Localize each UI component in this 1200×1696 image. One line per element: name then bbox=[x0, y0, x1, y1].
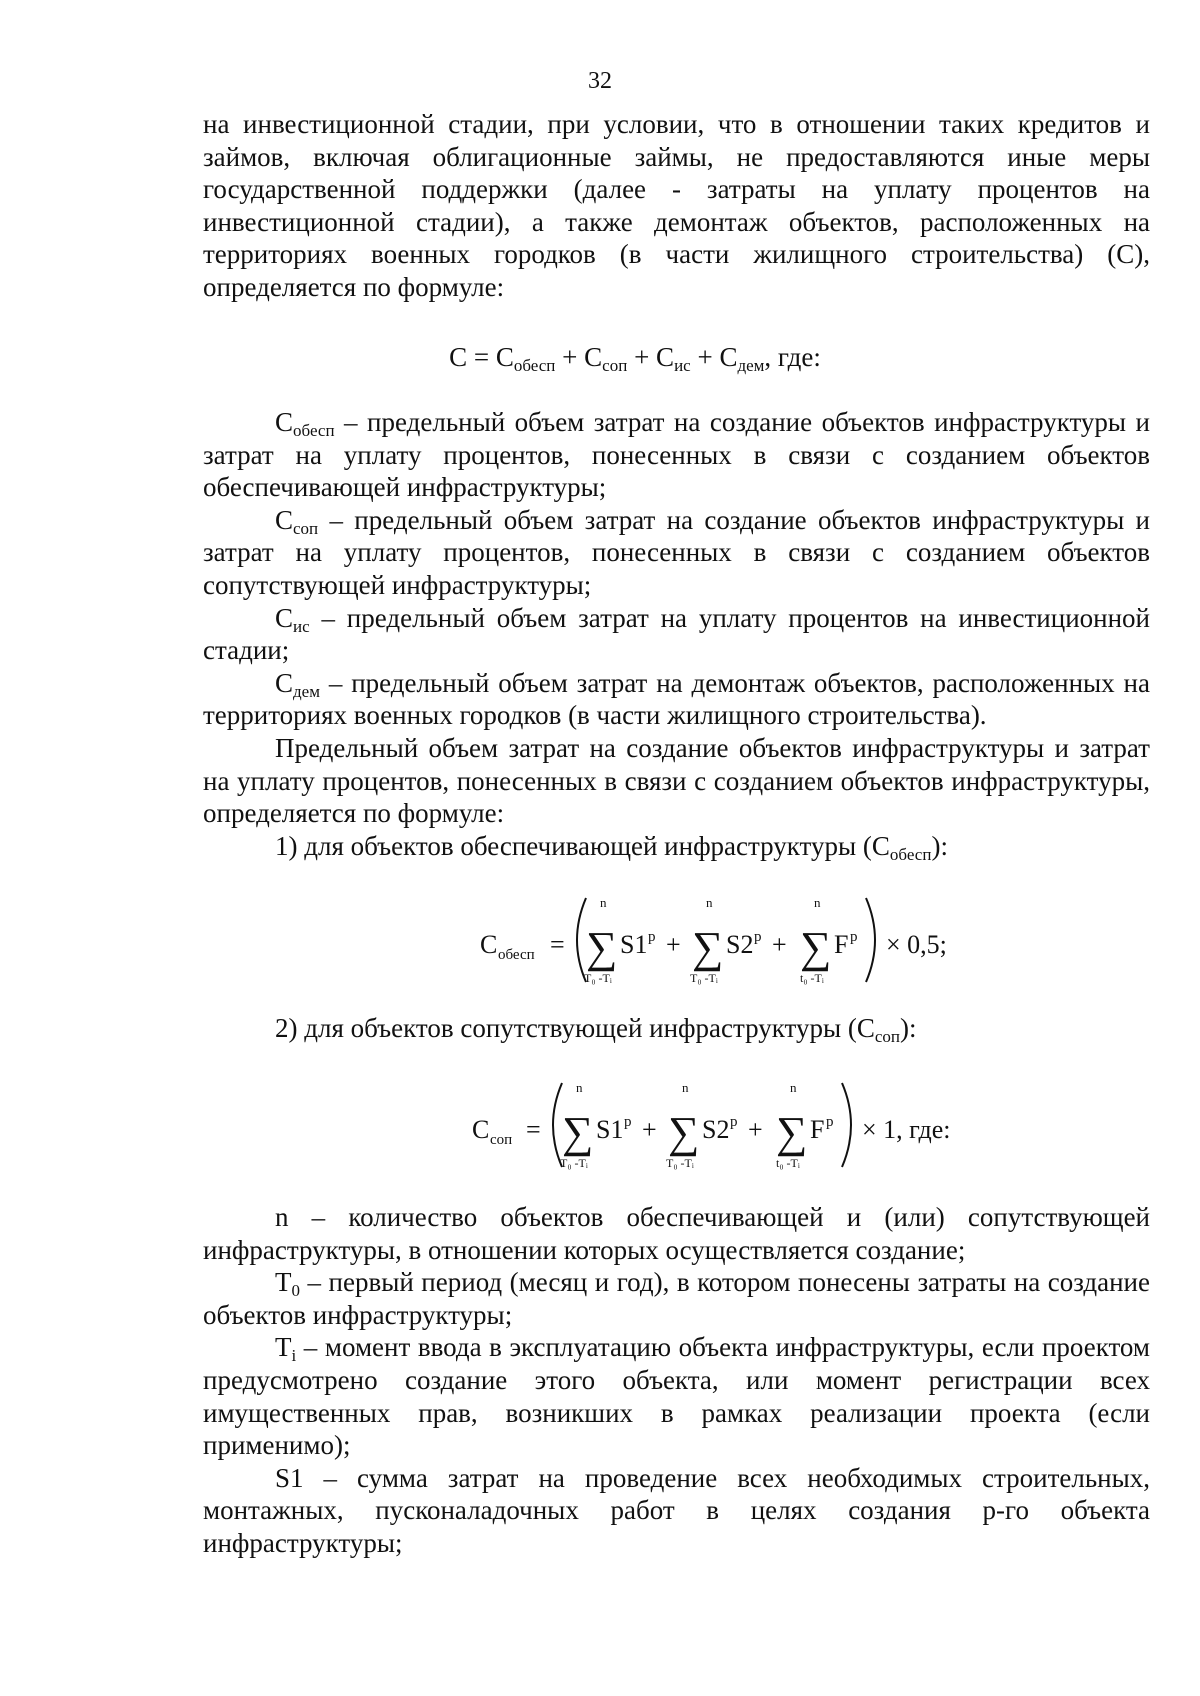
formula-sop-mult: × 1, где: bbox=[862, 1115, 951, 1144]
sum-bottom: t₀ -Tᵢ bbox=[776, 1156, 800, 1170]
formula-sop-lhs-sub: соп bbox=[490, 1132, 513, 1148]
sum-top: n bbox=[600, 895, 607, 910]
term-body: S2 bbox=[702, 1115, 730, 1144]
term-body: S1 bbox=[620, 930, 648, 959]
page-number: 32 bbox=[588, 68, 612, 94]
formula-obesp-lhs: С bbox=[480, 930, 498, 959]
formula-total-sub: дем bbox=[737, 356, 765, 375]
plus: + bbox=[772, 930, 787, 959]
sum-bottom: T₀ -Tᵢ bbox=[560, 1156, 588, 1170]
term-sup: p bbox=[624, 1114, 632, 1130]
sum-top: n bbox=[814, 895, 821, 910]
right-paren-icon bbox=[866, 898, 875, 982]
formula-sop bbox=[462, 1075, 982, 1180]
plus: + bbox=[748, 1115, 763, 1144]
sum-icon: ∑ bbox=[692, 923, 724, 972]
sum-top: n bbox=[706, 895, 713, 910]
formula-total-sub: ис bbox=[674, 356, 691, 375]
formula-total-sub: соп bbox=[602, 356, 628, 375]
sum-bottom: t₀ -Tᵢ bbox=[800, 971, 824, 985]
term-sup: p bbox=[754, 929, 762, 945]
formula-total-part: + С bbox=[627, 342, 675, 372]
variables-block bbox=[203, 1201, 1150, 1560]
term-body: F bbox=[834, 930, 849, 959]
term-body: S1 bbox=[596, 1115, 624, 1144]
item-sop: 2) для объектов сопутствующей инфраструктуры $(С_{соп})$: bbox=[275, 1013, 917, 1046]
formula-total-part: + С bbox=[690, 342, 738, 372]
sum-bottom: T₀ -Tᵢ bbox=[690, 971, 718, 985]
var-ti: $T_i$ – момент ввода в эксплуатацию объекта инфраструктуры, если проектом предусмотрено создание этого объекта, или момент регистрации всех имущественных прав, возникших в рамках реализации проекта (если применимо); bbox=[203, 1332, 1150, 1461]
sum-bottom: T₀ -Tᵢ bbox=[666, 1156, 694, 1170]
definition-sop: $С_{соп}$ – предельный объем затрат на создание объектов инфраструктуры и затрат на уплату процентов, понесенных в связи с созданием объектов сопутствующей инфраструктуры; bbox=[203, 504, 1150, 600]
sum-icon: ∑ bbox=[586, 923, 618, 972]
sum-icon: ∑ bbox=[668, 1108, 700, 1157]
term-sup: p bbox=[730, 1114, 738, 1130]
var-n: n – количество объектов обеспечивающей и (или) сопутствующей инфраструктуры, в отношении которых осуществляется создание; bbox=[203, 1202, 1150, 1265]
sum-icon: ∑ bbox=[562, 1108, 594, 1157]
term-body: F bbox=[810, 1115, 825, 1144]
formula-total-tail: , где: bbox=[764, 342, 821, 372]
term-body: S2 bbox=[726, 930, 754, 959]
left-paren-icon bbox=[553, 1083, 562, 1167]
sum-bottom: T₀ -Tᵢ bbox=[584, 971, 612, 985]
formula-obesp-eq: = bbox=[550, 930, 565, 959]
definitions-block bbox=[203, 406, 1150, 862]
sum-top: n bbox=[576, 1080, 583, 1095]
intro-block bbox=[203, 108, 1150, 304]
formula-total-sub: обесп bbox=[513, 356, 556, 375]
definition-dem: $С_{дем}$ – предельный объем затрат на демонтаж объектов, расположенных на территориях военных городков (в части жилищного строительства). bbox=[203, 667, 1150, 731]
var-s1: S1 – сумма затрат на проведение всех необходимых строительных, монтажных, пусконаладочных работ в целях создания p-го объекта инфраструктуры; bbox=[203, 1462, 1150, 1558]
term-sup: p bbox=[850, 929, 858, 945]
item-sop-block bbox=[203, 1012, 1150, 1045]
formula-total bbox=[0, 342, 1200, 373]
var-t0: $T_0$ – первый период (месяц и год), в котором понесены затраты на создание объектов инфраструктуры; bbox=[203, 1267, 1150, 1330]
sum-top: n bbox=[682, 1080, 689, 1095]
definition-obesp: $С_{обесп}$ – предельный объем затрат на создание объектов инфраструктуры и затрат на уплату процентов, понесенных в связи с созданием объектов обеспечивающей инфраструктуры; bbox=[203, 407, 1150, 503]
intro-paragraph: на инвестиционной стадии, при условии, что в отношении таких кредитов и займов, включая облигационные займы, не предоставляются иные меры государственной поддержки (далее - затраты на уплату процентов на инвестиционной стадии), а также демонтаж объектов, расположенных на территориях военных городков (в части жилищного строительства) (С), определяется по формуле: bbox=[203, 109, 1150, 302]
term-sup: p bbox=[648, 929, 656, 945]
right-paren-icon bbox=[842, 1083, 851, 1167]
formula-sop-eq: = bbox=[526, 1115, 541, 1144]
sum-icon: ∑ bbox=[776, 1108, 808, 1157]
formula-obesp bbox=[470, 890, 990, 995]
plus: + bbox=[666, 930, 681, 959]
definition-is: $С_{ис}$ – предельный объем затрат на уплату процентов на инвестиционной стадии; bbox=[203, 602, 1150, 666]
sum-top: n bbox=[790, 1080, 797, 1095]
formula-sop-lhs: С bbox=[472, 1115, 490, 1144]
formula-obesp-mult: × 0,5; bbox=[886, 930, 947, 959]
formula-obesp-lhs-sub: обесп bbox=[498, 947, 535, 963]
limit-paragraph: Предельный объем затрат на создание объектов инфраструктуры и затрат на уплату процентов, понесенных в связи с созданием объектов инфраструктуры, определяется по формуле: bbox=[203, 732, 1150, 829]
formula-total-part: + С bbox=[555, 342, 603, 372]
left-paren-icon bbox=[577, 898, 586, 982]
term-sup: p bbox=[826, 1114, 834, 1130]
item-obesp: 1) для объектов обеспечивающей инфраструктуры $(С_{обесп})$: bbox=[275, 830, 948, 864]
sum-icon: ∑ bbox=[800, 923, 832, 972]
formula-total-lhs: С = С bbox=[449, 342, 514, 372]
plus: + bbox=[642, 1115, 657, 1144]
